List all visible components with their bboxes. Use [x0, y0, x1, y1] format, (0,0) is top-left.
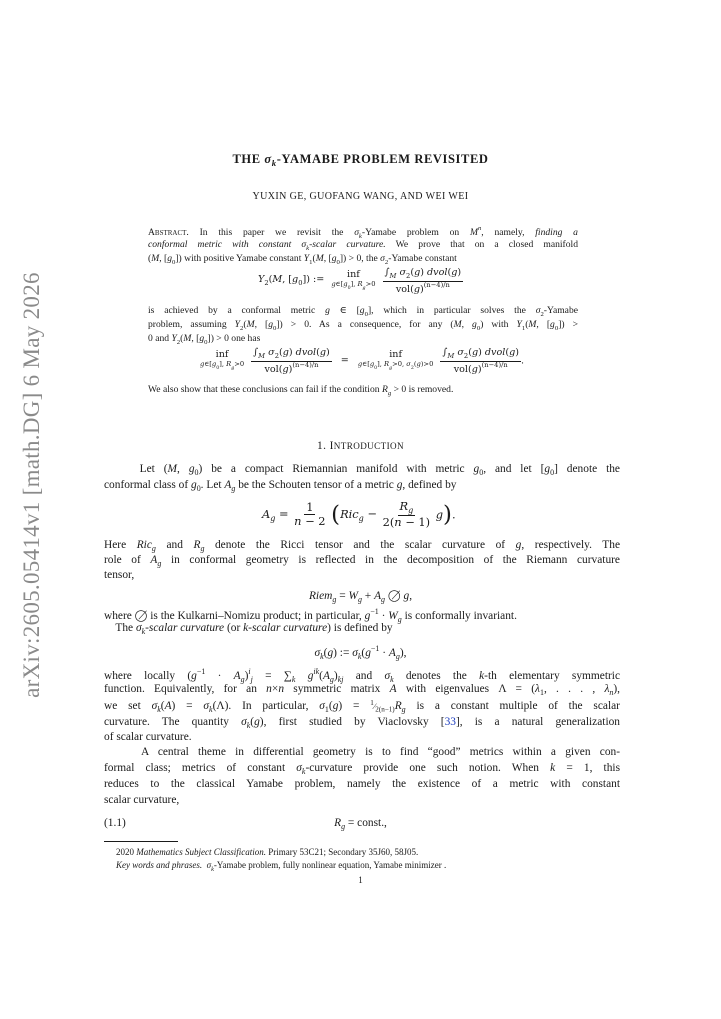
abstract-line-5: problem, assuming $Y_2(M$, $[g_0]) > 0$. As a consequence, for any (M, $g_0$) with $Y_1(M$, $[g_0]$) >	[148, 319, 579, 332]
abstract-line-3: (M, $[g_0]$) with positive Yamabe constant $Y_1(M$, $[g_0]) > 0$, the $\sigma_2$-Yamabe constant	[148, 253, 457, 266]
riemann-decomposition-equation: Riem$_g$ = $W_g + A_g$ ◯̸ g,	[308, 590, 413, 604]
authors: YUXIN GE, GUOFANG WANG, AND WEI WEI	[252, 191, 469, 202]
abstract-line-4: is achieved by a conformal metric g ∈ $[g_0]$, which in particular solves the $\sigma_2$-Yamabe	[148, 305, 578, 318]
intro-paragraph-line: The $\sigma_k$-scalar curvature (or k-scalar curvature) is defined by	[104, 622, 393, 636]
arxiv-identifier-stamp: arXiv:2605.05414v1 [math.DG] 6 May 2026	[19, 272, 44, 698]
intro-paragraph-line: curvature. The quantity $\sigma_k(g)$, first studied by Viaclovsky [33], is a natural generalization	[104, 716, 620, 730]
section-heading: 1. INTRODUCTION	[317, 440, 404, 452]
abstract-equation-y2: $Y_2(M$, $[g_0]$) := inf $g\in[g_0]$, $R_g>0$ $\frac{\int_M \sigma_2(g) dvol(g)}{vol(g)^{(n-4)/n}}$	[258, 267, 462, 295]
intro-paragraph-line: Here Ric$_g$ and $R_g$ denote the Ricci tensor and the scalar curvature of g, respectively. The	[104, 539, 620, 553]
intro-paragraph-line: reduces to the classical Yamabe problem, namely the existence of a metric with constant	[104, 778, 620, 790]
intro-paragraph-line: conformal class of $g_0$. Let $A_g$ be the Schouten tensor of a metric g, defined by	[104, 479, 457, 493]
abstract-line-2: conformal metric with constant $\sigma_k$-scalar curvature. We prove that on a closed manifold	[148, 239, 579, 252]
intro-paragraph-line: we set $\sigma_k(A) = \sigma_k(\Lambda)$. In particular, $\sigma_1(g)$ = $^1⁄_{2(n-1)}R_g$ is a constant multiple of the scalar	[104, 699, 620, 714]
citation-link[interactable]: 33	[444, 716, 456, 728]
equation-label: (1.1)	[104, 817, 126, 829]
abstract-line-6: 0 and $Y_2(M$, $[g_0]) > 0$ one has	[148, 333, 261, 346]
abstract-line-7: We also show that these conclusions can fail if the condition $R_g > 0$ is removed.	[148, 384, 454, 397]
footnote-rule	[104, 841, 178, 842]
intro-paragraph-line: Let (M, $g_0$) be a compact Riemannian manifold with metric $g_0$, and let $[g_0]$ denote the	[104, 463, 620, 477]
footnote-classification: 2020 Mathematics Subject Classification. Primary 53C21; Secondary 35J60, 58J05.	[116, 847, 419, 857]
paper-title: THE $\sigma_k$-YAMABE PROBLEM REVISITED	[232, 152, 489, 168]
intro-paragraph-line: of scalar curvature.	[104, 731, 192, 743]
intro-paragraph-line: formal class; metrics of constant $\sigma_k$-curvature provide one such notion. When k = 1, this	[104, 762, 620, 776]
sigma-k-definition-equation: $\sigma_k(g)$ := $\sigma_k(g^{-1} \cdot A_g)$,	[314, 644, 407, 661]
intro-paragraph-line: role of $A_g$ in conformal geometry is reflected in the decomposition of the Riemann curvature	[104, 554, 620, 568]
intro-paragraph-line: tensor,	[104, 569, 135, 581]
intro-paragraph-line: function. Equivalently, for an n×n symmetric matrix A with eigenvalues $\Lambda = (\lambda_1$, . . . , $\lambda_n$),	[104, 683, 621, 697]
schouten-tensor-equation: $A_g$ = $\frac{1}{n - 2}$ (Ric$_g$ − $\frac{R_g}{2(n - 1)}$ g).	[262, 499, 456, 530]
intro-paragraph-line: where ◯̸ is the Kulkarni–Nomizu product; in particular, $g^{-1} \cdot W_g$ is conformally invariant.	[104, 607, 517, 624]
intro-paragraph-line: scalar curvature,	[104, 794, 180, 806]
abstract-equation-inf-equality: inf $g\in[g_0]$, $R_g>0$ $\frac{\int_M \sigma_2(g) dvol(g)}{vol(g)^{(n-4)/n}}$ = inf $g\in[g_0]$, $R_g>0$, $\sigma_2(g)>0$ $\frac{\int_M \sigma_2(g) dvol(g)}{vol(g)^{(n-4)/n}}$ .	[200, 347, 525, 375]
intro-paragraph-line: where locally $(g^{-1} \cdot A_g)^i_j = \sum_k$ $g^{ik}(A_g)_{kj}$ and $\sigma_k$ denotes the k-th elementary symmetric	[104, 667, 620, 684]
footnote-keywords: Key words and phrases. $\sigma_k$-Yamabe problem, fully nonlinear equation, Yamabe minimizer .	[116, 860, 447, 873]
page-number: 1	[358, 875, 363, 885]
intro-paragraph-line: A central theme in differential geometry is to find “good” metrics within a given con-	[104, 746, 620, 758]
abstract-line-1: Abstract. In this paper we revisit the $\sigma_k$-Yamabe problem on $M^n$, namely, finding a	[148, 225, 578, 240]
constant-scalar-curvature-equation: $R_g$ = const.,	[334, 817, 387, 831]
